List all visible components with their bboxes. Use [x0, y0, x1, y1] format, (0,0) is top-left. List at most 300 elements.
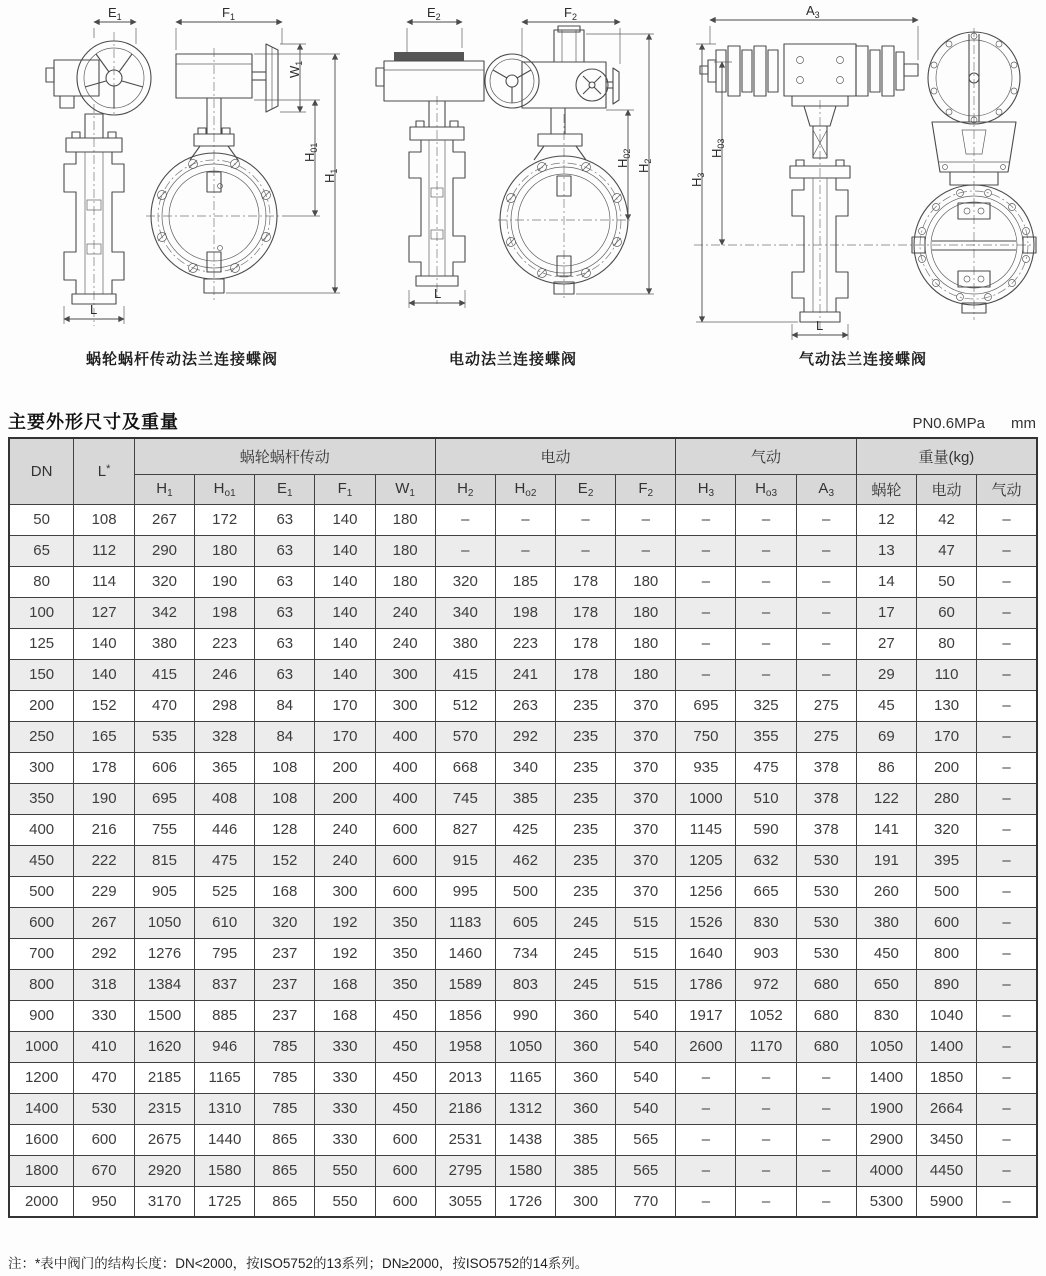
table-cell: 260	[856, 876, 916, 907]
table-cell: 235	[556, 690, 616, 721]
table-cell: 2795	[435, 1155, 495, 1186]
table-cell: 865	[255, 1155, 315, 1186]
table-cell: 86	[856, 752, 916, 783]
table-cell: 2186	[435, 1093, 495, 1124]
footnote: 注：*表中阀门的结构长度：DN<2000，按ISO5752的13系列；DN≥2000，按ISO5752的14系列。	[8, 1256, 589, 1271]
table-cell: 378	[796, 752, 856, 783]
table-cell: 342	[134, 597, 194, 628]
table-cell: –	[977, 535, 1037, 566]
table-cell: 114	[74, 566, 135, 597]
table-cell: –	[676, 628, 736, 659]
table-cell: 1726	[495, 1186, 555, 1217]
table-cell: 300	[9, 752, 74, 783]
table-cell: 378	[796, 783, 856, 814]
table-cell: 168	[255, 876, 315, 907]
table-cell: 127	[74, 597, 135, 628]
table-cell: –	[977, 1155, 1037, 1186]
table-cell: 905	[134, 876, 194, 907]
table-cell: 425	[495, 814, 555, 845]
worm-gear-valve-panel	[14, 4, 350, 369]
table-cell: –	[676, 1124, 736, 1155]
table-cell: 4450	[916, 1155, 976, 1186]
table-cell: 470	[74, 1062, 135, 1093]
table-cell: –	[796, 504, 856, 535]
table-cell: 235	[556, 876, 616, 907]
table-cell: 1640	[676, 938, 736, 969]
table-cell: 415	[435, 659, 495, 690]
table-cell: 235	[556, 814, 616, 845]
table-cell: 237	[255, 1000, 315, 1031]
table-cell: 340	[435, 597, 495, 628]
table-cell: –	[977, 1000, 1037, 1031]
table-cell: 330	[315, 1124, 375, 1155]
dim-label-l: L	[90, 302, 98, 317]
table-row	[9, 721, 1037, 752]
table-cell: 223	[195, 628, 255, 659]
table-cell: 65	[9, 535, 74, 566]
table-cell: 300	[556, 1186, 616, 1217]
dimension-table-wrap	[8, 437, 1038, 1218]
table-cell: 370	[616, 845, 676, 876]
table-cell: –	[977, 690, 1037, 721]
table-cell: –	[977, 566, 1037, 597]
table-cell: 1400	[916, 1031, 976, 1062]
table-cell: 605	[495, 907, 555, 938]
table-cell: –	[977, 1031, 1037, 1062]
table-cell: 890	[916, 969, 976, 1000]
table-cell: 45	[856, 690, 916, 721]
table-cell: 665	[736, 876, 796, 907]
table-cell: 170	[315, 690, 375, 721]
table-cell: –	[796, 566, 856, 597]
table-cell: 63	[255, 659, 315, 690]
table-cell: 14	[856, 566, 916, 597]
table-cell: 600	[375, 1155, 435, 1186]
table-cell: 29	[856, 659, 916, 690]
table-cell: 180	[375, 535, 435, 566]
drawing-caption: 气动法兰连接蝶阀	[798, 351, 927, 368]
table-cell: 415	[134, 659, 194, 690]
table-cell: 300	[375, 690, 435, 721]
table-cell: 408	[195, 783, 255, 814]
table-cell: –	[977, 659, 1037, 690]
dimensions	[407, 5, 654, 308]
table-cell: 750	[676, 721, 736, 752]
table-cell: –	[676, 566, 736, 597]
table-cell: 84	[255, 690, 315, 721]
table-cell: 1256	[676, 876, 736, 907]
table-cell: 152	[74, 690, 135, 721]
table-cell: –	[977, 1093, 1037, 1124]
table-cell: 108	[255, 783, 315, 814]
table-cell: 2600	[676, 1031, 736, 1062]
dimensions	[689, 4, 918, 340]
table-cell: –	[796, 659, 856, 690]
dim-label-ho1: $H_{01}$	[302, 142, 319, 162]
table-cell: –	[796, 1062, 856, 1093]
table-cell: –	[977, 721, 1037, 752]
header-w1: $W_1$	[375, 474, 435, 504]
table-cell: 180	[195, 535, 255, 566]
table-cell: 140	[315, 628, 375, 659]
table-cell: 360	[556, 1093, 616, 1124]
table-row	[9, 628, 1037, 659]
table-cell: 530	[74, 1093, 135, 1124]
table-cell: 695	[134, 783, 194, 814]
table-cell: 222	[74, 845, 135, 876]
table-cell: –	[495, 535, 555, 566]
table-cell: 900	[9, 1000, 74, 1031]
table-cell: 27	[856, 628, 916, 659]
table-cell: 63	[255, 566, 315, 597]
table-cell: 246	[195, 659, 255, 690]
table-cell: 2315	[134, 1093, 194, 1124]
table-cell: 267	[134, 504, 194, 535]
table-cell: –	[736, 1093, 796, 1124]
table-cell: 1589	[435, 969, 495, 1000]
table-cell: 180	[616, 566, 676, 597]
table-cell: –	[616, 535, 676, 566]
table-cell: 4000	[856, 1155, 916, 1186]
table-cell: 178	[74, 752, 135, 783]
table-cell: 325	[736, 690, 796, 721]
table-cell: 830	[736, 907, 796, 938]
table-cell: 540	[616, 1000, 676, 1031]
table-cell: 69	[856, 721, 916, 752]
table-cell: –	[977, 1186, 1037, 1217]
table-cell: –	[977, 969, 1037, 1000]
table-cell: –	[556, 535, 616, 566]
table-cell: 3450	[916, 1124, 976, 1155]
table-cell: 370	[616, 690, 676, 721]
table-cell: 80	[9, 566, 74, 597]
table-cell: 827	[435, 814, 495, 845]
table-cell: 170	[916, 721, 976, 752]
pneumatic-valve-drawing	[686, 4, 1040, 342]
table-cell: 1958	[435, 1031, 495, 1062]
table-cell: –	[736, 1186, 796, 1217]
table-cell: 1900	[856, 1093, 916, 1124]
table-cell: 995	[435, 876, 495, 907]
table-cell: 800	[9, 969, 74, 1000]
table-cell: 530	[796, 845, 856, 876]
table-cell: 355	[736, 721, 796, 752]
table-cell: 168	[315, 969, 375, 1000]
table-cell: 360	[556, 1062, 616, 1093]
table-cell: 475	[195, 845, 255, 876]
table-cell: –	[736, 1155, 796, 1186]
table-cell: 192	[315, 938, 375, 969]
table-cell: 2185	[134, 1062, 194, 1093]
table-cell: 670	[74, 1155, 135, 1186]
dim-label-f2: $F_2$	[564, 5, 577, 22]
table-row	[9, 969, 1037, 1000]
table-cell: 515	[616, 969, 676, 1000]
table-cell: 1580	[495, 1155, 555, 1186]
table-cell: 950	[74, 1186, 135, 1217]
table-cell: 190	[74, 783, 135, 814]
table-cell: 192	[315, 907, 375, 938]
table-cell: 152	[255, 845, 315, 876]
table-cell: 275	[796, 721, 856, 752]
table-cell: –	[736, 659, 796, 690]
table-cell: 63	[255, 597, 315, 628]
table-cell: 1460	[435, 938, 495, 969]
table-header	[9, 438, 1037, 504]
table-cell: 170	[315, 721, 375, 752]
table-cell: 198	[495, 597, 555, 628]
table-cell: 328	[195, 721, 255, 752]
header-dn: DN	[9, 438, 74, 504]
table-cell: 400	[9, 814, 74, 845]
table-cell: 200	[315, 783, 375, 814]
table-cell: –	[977, 783, 1037, 814]
table-cell: 755	[134, 814, 194, 845]
header-a3: $A_3$	[796, 474, 856, 504]
table-cell: 140	[74, 659, 135, 690]
drawing-caption: 电动法兰连接蝶阀	[448, 351, 577, 368]
table-cell: –	[796, 628, 856, 659]
header-group-pneumatic: 气动	[676, 438, 856, 474]
table-cell: 360	[556, 1000, 616, 1031]
table-cell: 385	[495, 783, 555, 814]
table-row	[9, 752, 1037, 783]
table-cell: –	[736, 535, 796, 566]
header-h3: $H_3$	[676, 474, 736, 504]
table-cell: 17	[856, 597, 916, 628]
header-h2: $H_2$	[435, 474, 495, 504]
table-cell: 600	[375, 1124, 435, 1155]
table-cell: 108	[74, 504, 135, 535]
table-cell: 450	[375, 1093, 435, 1124]
table-cell: 600	[74, 1124, 135, 1155]
electric-valve-drawing	[352, 4, 674, 342]
table-row	[9, 783, 1037, 814]
table-cell: 275	[796, 690, 856, 721]
electric-valve-panel	[352, 4, 674, 369]
table-cell: –	[676, 1155, 736, 1186]
table-cell: 800	[916, 938, 976, 969]
table-cell: 350	[9, 783, 74, 814]
table-cell: 2013	[435, 1062, 495, 1093]
table-cell: –	[977, 876, 1037, 907]
table-cell: 370	[616, 752, 676, 783]
table-cell: 84	[255, 721, 315, 752]
table-cell: 815	[134, 845, 194, 876]
table-cell: 350	[375, 938, 435, 969]
table-cell: 63	[255, 504, 315, 535]
table-cell: 300	[315, 876, 375, 907]
table-cell: 267	[74, 907, 135, 938]
table-cell: 785	[255, 1031, 315, 1062]
table-cell: 540	[616, 1093, 676, 1124]
front-view	[146, 44, 282, 300]
table-cell: 535	[134, 721, 194, 752]
table-cell: –	[435, 535, 495, 566]
table-cell: 172	[195, 504, 255, 535]
table-cell: –	[556, 504, 616, 535]
table-cell: 1850	[916, 1062, 976, 1093]
table-cell: 1580	[195, 1155, 255, 1186]
table-row	[9, 566, 1037, 597]
table-cell: 1600	[9, 1124, 74, 1155]
table-row	[9, 845, 1037, 876]
table-cell: –	[977, 752, 1037, 783]
table-cell: 63	[255, 535, 315, 566]
table-cell: 2000	[9, 1186, 74, 1217]
table-cell: 100	[9, 597, 74, 628]
table-cell: 600	[375, 814, 435, 845]
header-group-electric: 电动	[435, 438, 676, 474]
table-cell: 1440	[195, 1124, 255, 1155]
front-view	[912, 28, 1036, 320]
table-cell: 200	[315, 752, 375, 783]
table-cell: –	[736, 566, 796, 597]
table-cell: 235	[556, 752, 616, 783]
header-weight-pneumatic: 气动	[977, 474, 1037, 504]
table-cell: 340	[495, 752, 555, 783]
table-cell: 250	[9, 721, 74, 752]
worm-gear-valve-drawing	[14, 4, 350, 342]
table-cell: 700	[9, 938, 74, 969]
table-cell: 235	[556, 783, 616, 814]
table-cell: 178	[556, 628, 616, 659]
table-cell: –	[796, 1093, 856, 1124]
table-cell: 550	[315, 1186, 375, 1217]
table-cell: 60	[916, 597, 976, 628]
table-cell: 745	[435, 783, 495, 814]
front-view	[498, 26, 630, 300]
table-cell: 235	[556, 721, 616, 752]
table-cell: 370	[616, 721, 676, 752]
table-cell: 298	[195, 690, 255, 721]
table-cell: 1438	[495, 1124, 555, 1155]
table-cell: 190	[195, 566, 255, 597]
table-cell: 530	[796, 907, 856, 938]
table-cell: 610	[195, 907, 255, 938]
table-cell: 365	[195, 752, 255, 783]
table-cell: –	[676, 1186, 736, 1217]
pneumatic-valve-panel	[686, 4, 1040, 369]
table-row	[9, 1093, 1037, 1124]
table-title-bar	[8, 408, 1036, 434]
header-f2: $F_2$	[616, 474, 676, 504]
table-cell: 515	[616, 938, 676, 969]
table-cell: 1000	[676, 783, 736, 814]
table-cell: 1310	[195, 1093, 255, 1124]
table-cell: 241	[495, 659, 555, 690]
table-cell: 245	[556, 969, 616, 1000]
table-row	[9, 1155, 1037, 1186]
table-cell: 1786	[676, 969, 736, 1000]
table-cell: 1400	[9, 1093, 74, 1124]
table-cell: 400	[375, 752, 435, 783]
table-cell: –	[977, 1124, 1037, 1155]
table-cell: 150	[9, 659, 74, 690]
table-cell: 180	[616, 659, 676, 690]
header-f1: $F_1$	[315, 474, 375, 504]
table-cell: 237	[255, 969, 315, 1000]
dim-label-l: L	[434, 286, 442, 301]
table-cell: 165	[74, 721, 135, 752]
table-cell: –	[676, 1093, 736, 1124]
table-cell: 1050	[495, 1031, 555, 1062]
table-cell: 47	[916, 535, 976, 566]
table-cell: 410	[74, 1031, 135, 1062]
table-cell: 240	[315, 845, 375, 876]
table-cell: –	[796, 535, 856, 566]
table-cell: 830	[856, 1000, 916, 1031]
table-cell: 1050	[134, 907, 194, 938]
table-cell: 280	[916, 783, 976, 814]
table-cell: –	[736, 628, 796, 659]
table-cell: 290	[134, 535, 194, 566]
table-cell: 540	[616, 1062, 676, 1093]
table-cell: 385	[556, 1124, 616, 1155]
table-cell: 128	[255, 814, 315, 845]
table-cell: 2920	[134, 1155, 194, 1186]
dim-label-e1: $E_1$	[108, 5, 122, 22]
table-cell: 330	[315, 1031, 375, 1062]
table-cell: 130	[916, 690, 976, 721]
header-ho1: $H_{o1}$	[195, 474, 255, 504]
table-cell: –	[736, 1124, 796, 1155]
table-cell: 885	[195, 1000, 255, 1031]
table-cell: 378	[796, 814, 856, 845]
table-cell: 1526	[676, 907, 736, 938]
table-cell: 565	[616, 1155, 676, 1186]
table-cell: 590	[736, 814, 796, 845]
table-cell: 475	[736, 752, 796, 783]
header-ho2: $H_{o2}$	[495, 474, 555, 504]
table-cell: 380	[134, 628, 194, 659]
table-cell: 63	[255, 628, 315, 659]
table-row	[9, 814, 1037, 845]
table-cell: 462	[495, 845, 555, 876]
table-cell: 1052	[736, 1000, 796, 1031]
table-cell: 320	[435, 566, 495, 597]
table-cell: 140	[315, 659, 375, 690]
table-cell: 1725	[195, 1186, 255, 1217]
table-cell: 216	[74, 814, 135, 845]
table-cell: 223	[495, 628, 555, 659]
table-cell: 903	[736, 938, 796, 969]
table-cell: 330	[74, 1000, 135, 1031]
table-cell: –	[676, 504, 736, 535]
table-cell: 168	[315, 1000, 375, 1031]
table-cell: 915	[435, 845, 495, 876]
table-cell: 125	[9, 628, 74, 659]
header-h1: $H_1$	[134, 474, 194, 504]
table-cell: 198	[195, 597, 255, 628]
table-cell: 734	[495, 938, 555, 969]
table-cell: 50	[9, 504, 74, 535]
table-cell: 990	[495, 1000, 555, 1031]
table-cell: –	[977, 1062, 1037, 1093]
table-cell: 110	[916, 659, 976, 690]
table-cell: 785	[255, 1093, 315, 1124]
header-ho3: $H_{o3}$	[736, 474, 796, 504]
table-row	[9, 1186, 1037, 1217]
table-cell: 350	[375, 907, 435, 938]
side-view	[46, 32, 151, 326]
table-cell: 320	[916, 814, 976, 845]
table-cell: 5300	[856, 1186, 916, 1217]
table-cell: 450	[9, 845, 74, 876]
table-cell: 1620	[134, 1031, 194, 1062]
table-cell: 1165	[195, 1062, 255, 1093]
header-e2: $E_2$	[556, 474, 616, 504]
